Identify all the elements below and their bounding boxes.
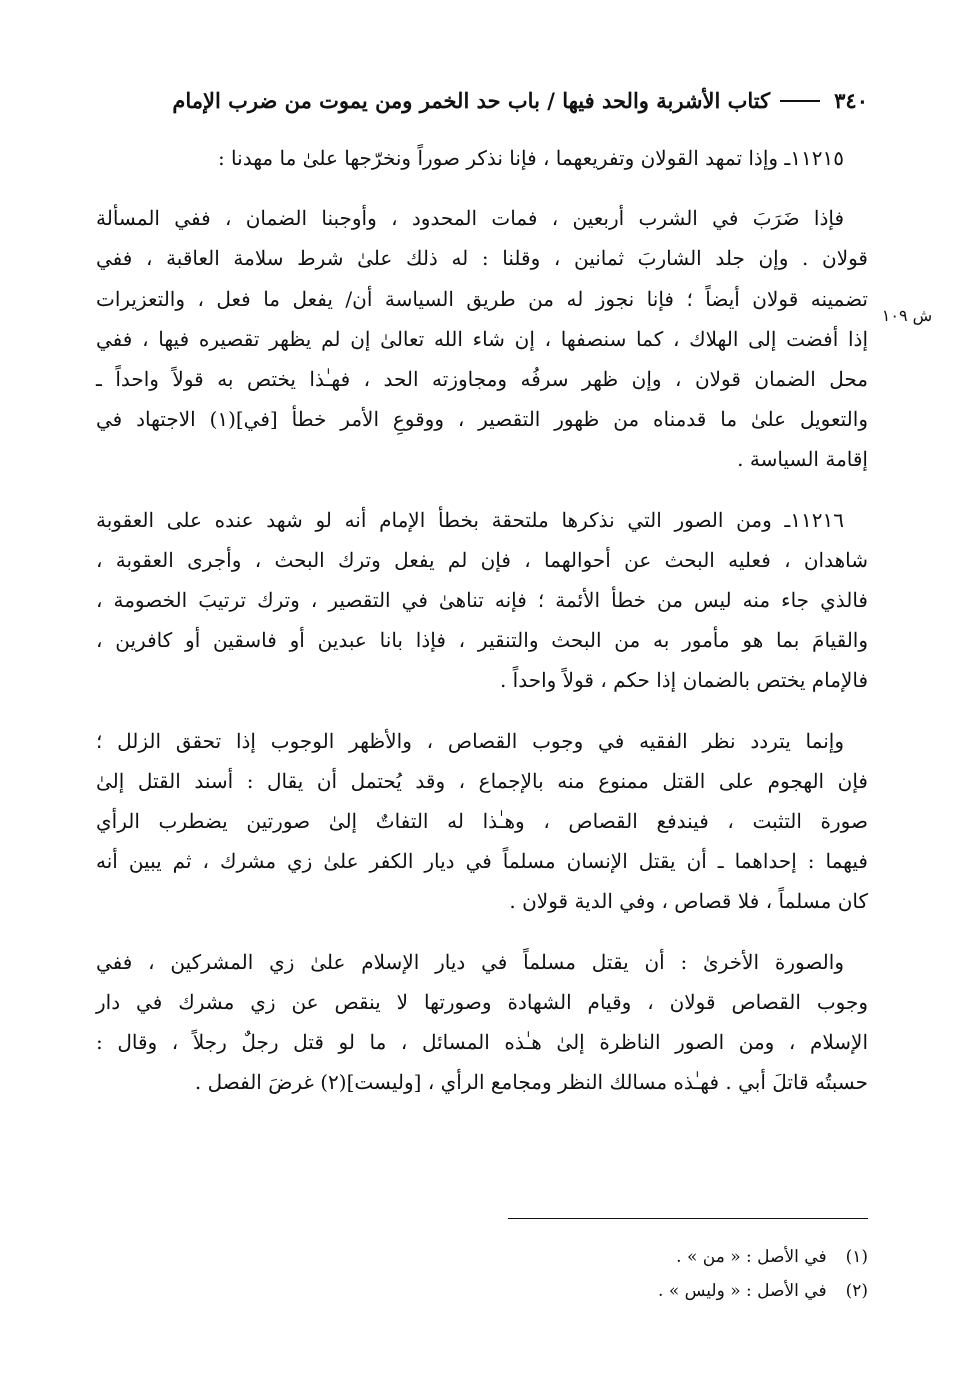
text-line: ١١٢١٦ـ ومن الصور التي نذكرها ملتحقة بخطأ الإمام أنه لو شهد عنده على العقوبة [96, 507, 844, 532]
paragraph-11216 [96, 500, 868, 701]
text-line: وجوب القصاص قولان ، وقيام الشهادة وصورتها لا ينقص عن زي مشرك في دار [96, 989, 868, 1014]
text-line: فإذا ضَرَبَ في الشرب أربعين ، فمات المحدود ، وأوجبنا الضمان ، ففي المسألة [96, 206, 844, 231]
page-number: ٣٤٠ [834, 87, 868, 113]
footnotes [400, 1240, 868, 1308]
text-line: إقامة السياسة . [737, 447, 868, 472]
body-text [96, 138, 868, 1102]
footnote-text: في الأصل : « من » . [676, 1247, 827, 1267]
text-line: فيهما : إحداهما ـ أن يقتل الإنسان مسلماً في ديار الكفر علىٰ زي مشرك ، ثم يبين أنه [96, 849, 868, 874]
text-line: فإن الهجوم على القتل ممنوع منه بالإجماع ، وقد يُحتمل أن يقال : أسند القتل إلىٰ [96, 768, 868, 793]
text-line: ١١٢١٥ـ وإذا تمهد القولان وتفريعهما ، فإنا نذكر صوراً ونخرّجها علىٰ ما مهدنا : [217, 146, 844, 170]
text-line: حسبتُه قاتلَ أبي . فهـٰذه مسالك النظر ومجامع الرأي ، [وليست](٢) غرضَ الفصل . [194, 1070, 868, 1095]
paragraph-second-case [96, 942, 868, 1103]
text-line: فالإمام يختص بالضمان إذا حكم ، قولاً واحداً . [499, 668, 868, 693]
text-line: والقيامَ بما هو مأمور به من البحث والتنقير ، فإذا بانا عبدين أو فاسقين أو كافرين ، [96, 628, 868, 653]
text-line: شاهدان ، فعليه البحث عن أحوالهما ، فإن لم يفعل وترك البحث ، وأجرى العقوبة ، [96, 547, 868, 572]
text-line: تضمينه قولان أيضاً ؛ فإنا نجوز له من طريق السياسة أن/ يفعل ما فعل ، والتعزيرات [96, 286, 868, 311]
text-line: محل الضمان قولان ، وإن ظهر سرفُه ومجاوزته الحد ، فهـٰذا يختص به قولاً واحداً ـ [96, 367, 868, 392]
text-line: صورة التثبت ، فيندفع القصاص ، وهـٰذا له التفاتٌ إلىٰ صورتين يضطرب الرأي [96, 809, 868, 834]
margin-folio-note: ش ١٠٩ [881, 306, 933, 325]
footnote-text: في الأصل : « وليس » . [658, 1281, 827, 1301]
text-line: والتعويل علىٰ ما قدمناه من ظهور التقصير ، ووقوعِ الأمر خطأ [في](١) الاجتهاد في [96, 407, 868, 432]
footnote-number: (١) [845, 1247, 868, 1267]
footnote-2 [400, 1274, 868, 1308]
text-line: والصورة الأخرىٰ : أن يقتل مسلماً في ديار الإسلام علىٰ زي المشركين ، ففي [96, 949, 844, 974]
paragraph-qisas [96, 721, 868, 922]
text-line: إذا أفضت إلى الهلاك ، كما سنصفها ، إن شاء الله تعالىٰ إن لم يظهر تقصيره فيها ، ففي [96, 326, 868, 351]
text-line: فالذي جاء منه ليس من خطأ الأئمة ؛ فإنه تناهىٰ في التقصير ، وترك ترتيبَ الخصومة ، [96, 588, 868, 613]
text-line: الإسلام ، ومن الصور الناظرة إلىٰ هـٰذه المسائل ، ما لو قتل رجلٌ رجلاً ، وقال : [96, 1030, 868, 1055]
footnote-number: (٢) [845, 1281, 868, 1301]
text-line: وإنما يتردد نظر الفقيه في وجوب القصاص ، والأظهر الوجوب إذا تحقق الزلل ؛ [96, 728, 844, 753]
header-title: كتاب الأشربة والحد فيها / باب حد الخمر ومن يموت من ضرب الإمام [172, 87, 771, 113]
running-header [92, 82, 868, 118]
paragraph-11215 [96, 138, 868, 178]
text-line: قولان . وإن جلد الشاربَ ثمانين ، وقلنا : له ذلك علىٰ شرط سلامة العاقبة ، ففي [96, 246, 868, 271]
footnote-1 [400, 1240, 868, 1274]
paragraph-first-case [96, 198, 868, 479]
text-line: كان مسلماً ، فلا قصاص ، وفي الدية قولان . [509, 889, 868, 914]
footnote-divider [508, 1218, 868, 1219]
header-dash [780, 100, 820, 102]
